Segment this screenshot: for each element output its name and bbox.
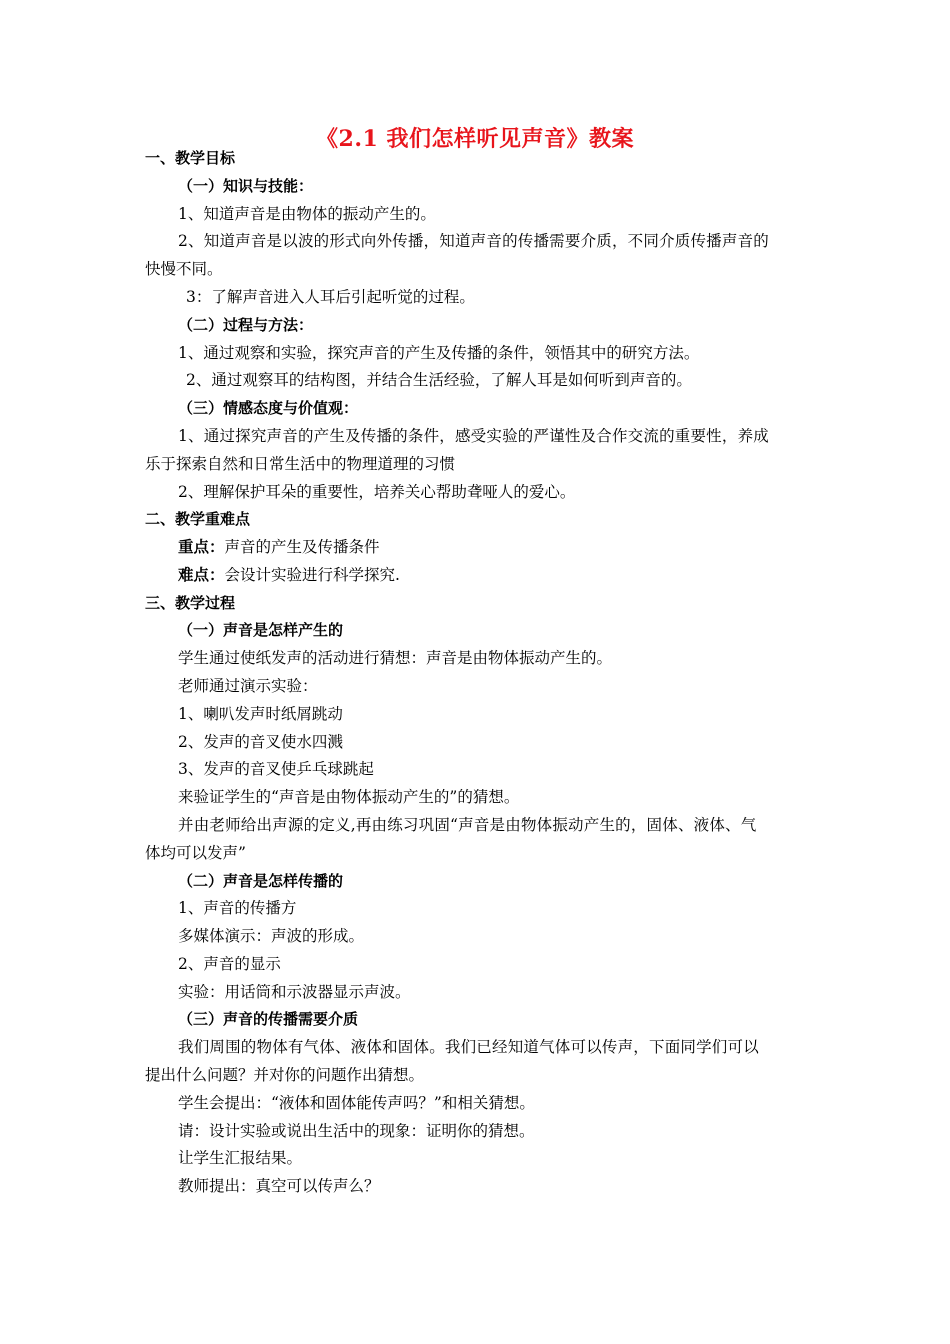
list-item: 3、发声的音叉使乒乓球跳起: [178, 760, 374, 778]
paragraph: 学生通过使纸发声的活动进行猜想：声音是由物体振动产生的。: [178, 649, 613, 667]
paragraph: 乐于探索自然和日常生活中的物理道理的习惯: [145, 455, 456, 473]
subheading-knowledge-skills: （一）知识与技能：: [178, 177, 314, 195]
section-heading-objectives: 一、教学目标: [145, 149, 236, 167]
subheading-process-methods: （二）过程与方法：: [178, 316, 314, 334]
paragraph: 2、理解保护耳朵的重要性，培养关心帮助聋哑人的爱心。: [178, 483, 576, 501]
section-heading-key-points: 二、教学重难点: [145, 510, 251, 528]
list-item: 2、发声的音叉使水四溅: [178, 733, 343, 751]
paragraph: 来验证学生的“声音是由物体振动产生的”的猜想。: [178, 788, 520, 806]
paragraph: 1、声音的传播方: [178, 899, 297, 917]
difficult-point-label: 难点：: [178, 566, 225, 584]
paragraph: 2、声音的显示: [178, 955, 281, 973]
subheading-sound-propagation: （二）声音是怎样传播的: [178, 872, 344, 890]
paragraph: 实验：用话筒和示波器显示声波。: [178, 983, 411, 1001]
paragraph: 3：了解声音进入人耳后引起听觉的过程。: [186, 288, 475, 306]
difficult-point-text: 会设计实验进行科学探究.: [224, 566, 400, 584]
subheading-sound-production: （一）声音是怎样产生的: [178, 621, 344, 639]
paragraph: 1、通过观察和实验，探究声音的产生及传播的条件，领悟其中的研究方法。: [178, 344, 700, 362]
subheading-attitude-values: （三）情感态度与价值观：: [178, 399, 359, 417]
list-item: 1、喇叭发声时纸屑跳动: [178, 705, 343, 723]
paragraph: 学生会提出：“液体和固体能传声吗？”和相关猜想。: [178, 1094, 535, 1112]
paragraph: 我们周围的物体有气体、液体和固体。我们已经知道气体可以传声，下面同学们可以: [178, 1038, 759, 1056]
paragraph: 请：设计实验或说出生活中的现象：证明你的猜想。: [178, 1122, 535, 1140]
section-heading-process: 三、教学过程: [145, 594, 236, 612]
paragraph: 老师通过演示实验：: [178, 677, 318, 695]
document-title: 《2.1 我们怎样听见声音》教案: [316, 126, 634, 152]
key-point-label: 重点：: [178, 538, 225, 556]
paragraph: 2、通过观察耳的结构图，并结合生活经验，了解人耳是如何听到声音的。: [186, 371, 692, 389]
paragraph: 教师提出：真空可以传声么？: [178, 1177, 380, 1195]
paragraph: 让学生汇报结果。: [178, 1149, 303, 1167]
paragraph: 2、知道声音是以波的形式向外传播，知道声音的传播需要介质，不同介质传播声音的: [178, 232, 769, 250]
difficult-point-line: [178, 565, 400, 585]
paragraph: 快慢不同。: [145, 260, 223, 278]
paragraph: 体均可以发声”: [145, 844, 246, 862]
key-point-line: [178, 537, 380, 557]
paragraph: 多媒体演示：声波的形成。: [178, 927, 365, 945]
paragraph: 1、知道声音是由物体的振动产生的。: [178, 205, 436, 223]
subheading-medium-required: （三）声音的传播需要介质: [178, 1010, 359, 1028]
paragraph: 提出什么问题？并对你的问题作出猜想。: [145, 1066, 425, 1084]
key-point-text: 声音的产生及传播条件: [224, 538, 380, 556]
paragraph: 并由老师给出声源的定义,再由练习巩固“声音是由物体振动产生的，固体、液体、气: [178, 816, 757, 834]
paragraph: 1、通过探究声音的产生及传播的条件，感受实验的严谨性及合作交流的重要性，养成: [178, 427, 769, 445]
